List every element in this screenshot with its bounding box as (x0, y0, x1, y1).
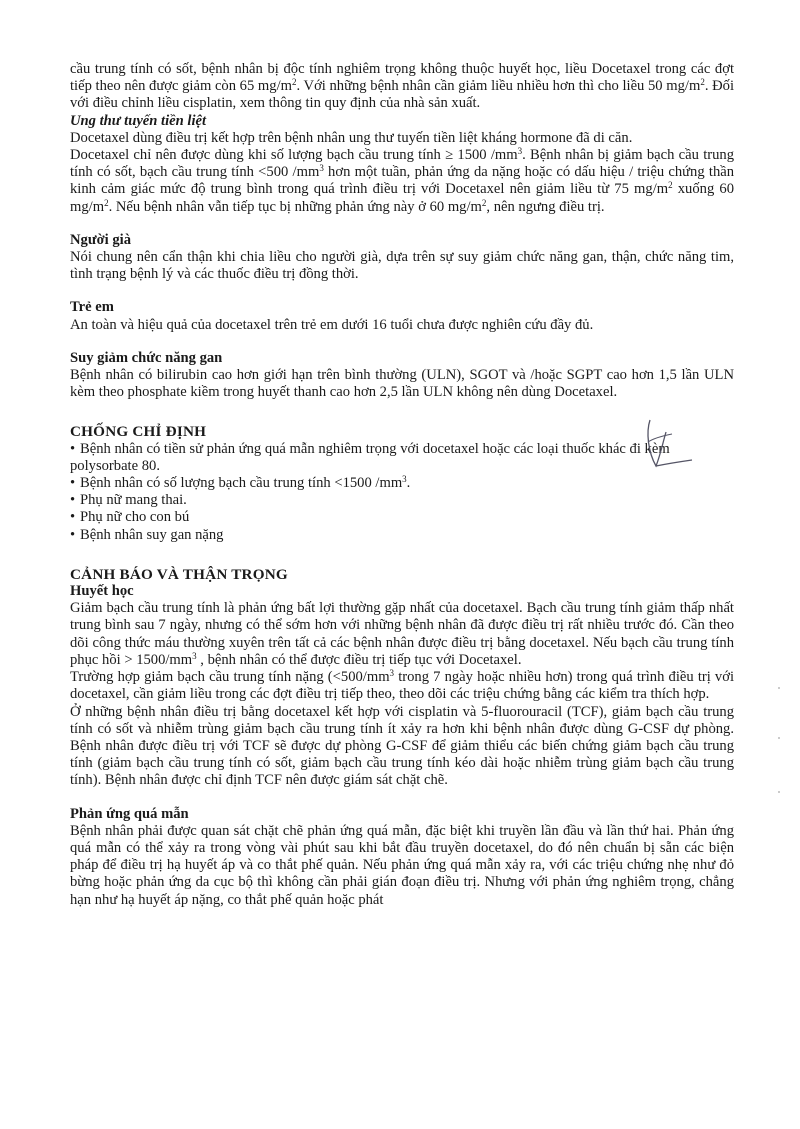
intro-line-3a: thì cho liều 50 mg/m (578, 78, 701, 95)
list-item-text: Phụ nữ mang thai. (80, 492, 187, 509)
intro-line-2a: trong các đợt tiếp theo nên được giảm còn 65 mg/m (70, 61, 735, 95)
superscript: 2 (292, 77, 297, 88)
list-item (70, 441, 734, 475)
list-item (70, 527, 734, 544)
list-item-text: Phụ nữ cho con bú (80, 509, 190, 526)
superscript: 2 (481, 197, 487, 208)
prostate-heading: Ung thư tuyến tiền liệt (70, 112, 207, 129)
list-item-text: . (406, 475, 411, 492)
superscript: 3 (517, 146, 523, 157)
bullet-icon: • (70, 526, 76, 543)
text-run: Docetaxel chỉ nên được dùng khi số lượng bạch cầu trung tính ≥ 1500 /mm (70, 147, 518, 164)
list-item-text: Bệnh nhân suy gan nặng (80, 526, 224, 543)
intro-paragraph (70, 61, 734, 113)
hematology-heading: Huyết học (70, 583, 134, 600)
hypersensitivity-heading: Phản ứng quá mẫn (70, 805, 189, 822)
list-item-text: Bệnh nhân có số lượng bạch cầu trung tính <1500 /mm (80, 475, 403, 492)
elderly-paragraph: Nói chung nên cẩn thận khi chia liều cho người già, dựa trên sự suy giảm chức năng gan, thận, chức năng tim, tình trạng bệnh lý và các thuốc điều trị đồng thời. (70, 249, 734, 283)
hematology-paragraph-3: Ở những bệnh nhân điều trị bằng docetaxel kết hợp với cisplatin và 5-fluorouracil (TCF), giảm bạch cầu trung tính có sốt và nhiễm trùng giảm bạch cầu trung tính ít xảy ra hơn khi bệnh nhân được dùng G-CSF dự phòng. Bệnh nhân được điều trị với TCF sẽ được dự phòng G-CSF để giảm thiểu các biến chứng giảm bạch cầu trung tính (giảm bạch cầu trung tính có sốt, giảm bạch cầu trung tính kéo dài hoặc nhiễm trùng giảm bạch cầu trung tính). Bệnh nhân được chỉ định TCF nên được giám sát chặt chẽ. (70, 703, 734, 789)
superscript: 3 (402, 474, 407, 485)
list-item (70, 475, 734, 492)
superscript: 3 (319, 163, 324, 174)
liver-heading: Suy giảm chức năng gan (70, 349, 223, 366)
superscript: 2 (700, 77, 705, 88)
superscript: 2 (668, 180, 673, 191)
contraindications-heading: CHỐNG CHỈ ĐỊNH (70, 423, 207, 441)
scan-edge-marks (777, 680, 781, 800)
text-run: . Nếu bệnh nhân vẫn tiếp tục bị những phản ứng này ở 60 mg/m (108, 198, 482, 215)
text-run: , nên ngưng điều trị. (486, 198, 605, 215)
text-run: xuống 60 mg/m (70, 181, 734, 215)
elderly-heading: Người già (70, 231, 132, 248)
bullet-icon: • (70, 440, 76, 457)
list-item (70, 492, 734, 509)
superscript: 2 (104, 197, 109, 208)
list-item (70, 509, 734, 526)
bullet-icon: • (70, 475, 76, 492)
text-run: Giảm bạch cầu trung tính là phản ứng bất lợi thường gặp nhất của docetaxel. Bạch cầu trung tính giảm thấp nhất trung bình sau 7 ngày, nhưng có thể sớm hơn với những bệnh nhân đã được điều trị rất nhiều trước đó. Cần theo dõi công thức máu thường xuyên trên tất cả các bệnh nhân được điều trị bằng docetaxel. Nếu bạch cầu trung tính phục hồi > 1500/mm (70, 600, 734, 668)
text-run: , bệnh nhân có thể được điều trị tiếp tục với Docetaxel. (196, 651, 522, 668)
intro-line-1: cầu trung tính có sốt, bệnh nhân bị độc tính nghiêm trọng không thuộc huyết học, liều Docetaxel (70, 61, 651, 77)
intro-line-3b: . Đối với điều chỉnh liều cisplatin, xem thông tin quy định của nhà sản xuất. (70, 78, 735, 112)
children-heading: Trẻ em (70, 299, 114, 316)
handwritten-mark-icon (644, 412, 694, 474)
text-run: Trường hợp giảm bạch cầu trung tính nặng (<500/mm (70, 669, 390, 686)
contraindications-list (70, 441, 734, 544)
bullet-icon: • (70, 492, 76, 509)
document-page (70, 61, 734, 909)
bullet-icon: • (70, 509, 76, 526)
superscript: 3 (389, 668, 395, 679)
superscript: 3 (192, 650, 197, 661)
intro-line-2b: . Với những bệnh nhân cần giảm liều nhiều hơn (296, 78, 575, 95)
text-run: hơn một tuần, phản ứng da nặng hoặc có dấu hiệu / triệu chứng thần kinh cảm giác mức độ trung bình trong quá trình điều trị với Docetaxel nên giảm liều từ 75 mg/m (70, 164, 735, 198)
liver-paragraph: Bệnh nhân có bilirubin cao hơn giới hạn trên bình thường (ULN), SGOT và /hoặc SGPT cao hơn 1,5 lần ULN kèm theo phosphate kiềm trong huyết thanh cao hơn 2,5 lần ULN không nên dùng Docetaxel. (70, 367, 734, 401)
text-run: trong 7 ngày hoặc nhiều hơn) trong quá trình điều trị với docetaxel, cần giảm liều trong các đợt điều trị tiếp theo, theo dõi các triệu chứng bằng các kiểm tra thích hợp. (70, 669, 734, 703)
list-item-text: Bệnh nhân có tiền sử phản ứng quá mẫn nghiêm trọng với docetaxel hoặc các loại thuốc khác đi kèm polysorbate 80. (70, 440, 670, 474)
text-run: . Bệnh nhân bị giảm bạch cầu trung tính có sốt, bạch cầu trung tính <500 /mm (70, 147, 734, 181)
prostate-paragraph-1: Docetaxel dùng điều trị kết hợp trên bệnh nhân ung thư tuyến tiền liệt kháng hormone đã di căn. (70, 129, 633, 146)
warnings-heading: CẢNH BÁO VÀ THẬN TRỌNG (70, 565, 288, 583)
hematology-paragraph-1 (70, 600, 734, 669)
hematology-paragraph-2 (70, 669, 734, 703)
children-paragraph: An toàn và hiệu quả của docetaxel trên trẻ em dưới 16 tuổi chưa được nghiên cứu đầy đủ. (70, 316, 594, 333)
hypersensitivity-paragraph: Bệnh nhân phải được quan sát chặt chẽ phản ứng quá mẫn, đặc biệt khi truyền lần đầu và lần thứ hai. Phản ứng quá mẫn có thể xảy ra trong vòng vài phút sau khi bắt đầu truyền docetaxel, do đó nên chuẩn bị sẵn các biện pháp để điều trị hạ huyết áp và co thắt phế quản. Nếu phản ứng quá mẫn xảy ra, với các triệu chứng nhẹ như đỏ bừng hoặc phản ứng da cục bộ thì không cần phải gián đoạn điều trị. Nhưng với phản ứng nghiêm trọng, chẳng hạn như hạ huyết áp nặng, co thắt phế quản hoặc phát (70, 822, 734, 908)
prostate-paragraph-2 (70, 147, 734, 216)
